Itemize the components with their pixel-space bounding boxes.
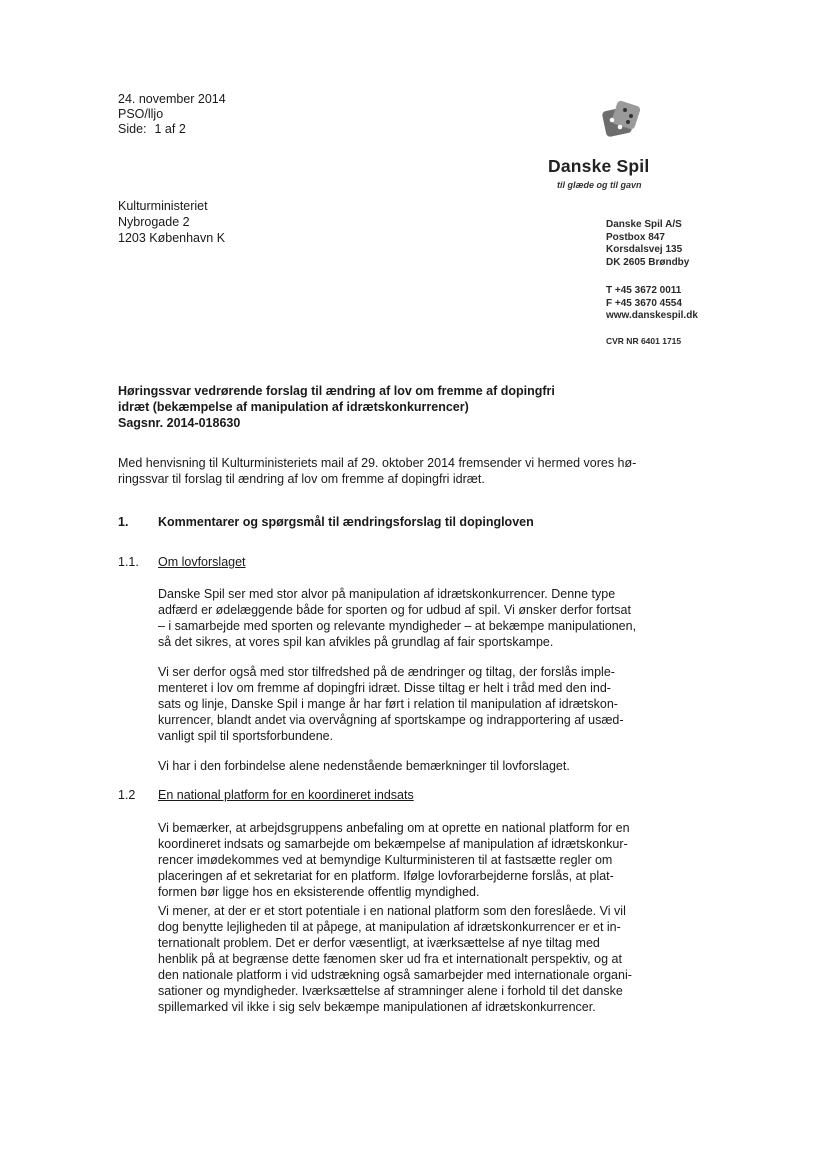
recipient-line: Nybrogade 2 [118,215,190,229]
paragraph-line: kurrencer, blandt andet via overvågning af sportskampe og indrapportering af usæd- [158,713,624,727]
paragraph-line: sats og linje, Danske Spil i mange år har ført i relation til manipulation af idrætskon- [158,697,618,711]
page-label: Side: [118,122,147,136]
paragraph-line: Vi bemærker, at arbejdsgruppens anbefaling om at oprette en national platform for en [158,821,630,835]
paragraph-line: dog benytte lejligheden til at påpege, at manipulation af idrætskonkurrencer er et in- [158,920,621,934]
intro-line: ringssvar til forslag til ændring af lov om fremme af dopingfri idræt. [118,472,485,486]
letter-meta [118,92,226,137]
letter-subject [118,383,555,431]
sender-phone: T +45 3672 0011 [606,285,682,296]
sender-line: Postbox 847 [606,231,665,243]
recipient-address [118,198,225,246]
paragraph-line: placeringen af et sekretariat for en platform. Ifølge lovforarbejderne forslås, at plat- [158,869,614,883]
page-indicator [118,122,226,137]
sender-address [606,219,698,347]
subject-line: idræt (bekæmpelse af manipulation af idrætskonkurrencer) [118,400,469,414]
sender-fax: F +45 3670 4554 [606,297,682,309]
recipient-line: Kulturministeriet [118,199,208,213]
paragraph-line: vanligt spil til sportsforbundene. [158,729,334,743]
paragraph-line: menteret i lov om fremme af dopingfri idræt. Disse tiltag er helt i tråd med den ind- [158,681,611,695]
section-1-2-heading: En national platform for en koordineret indsats [158,788,414,802]
paragraph-line: Danske Spil ser med stor alvor på manipulation af idrætskonkurrencer. Denne type [158,587,616,601]
sender-website-link[interactable]: www.danskespil.dk [606,310,698,321]
section-1-1-paragraph [158,664,658,744]
sender-line: DK 2605 Brøndby [606,256,690,268]
recipient-line: 1203 København K [118,231,226,245]
sender-line: Korsdalsvej 135 [606,244,683,255]
section-1-1-heading: Om lovforslaget [158,555,246,569]
brand-tagline: til glæde og til gavn [557,180,642,190]
sender-cvr: CVR NR 6401 1715 [606,335,682,346]
section-1-2-paragraph [158,820,658,900]
section-1-2-number: 1.2 [118,788,136,802]
section-1-1-paragraph [158,586,658,650]
intro-line: Med henvisning til Kulturministeriets mail af 29. oktober 2014 fremsender vi hermed vores hø- [118,456,637,470]
section-1-2-paragraph [158,903,658,1015]
dice-logo-icon [598,100,642,140]
page-value: 1 af 2 [154,122,186,136]
subject-line: Høringssvar vedrørende forslag til ændring af lov om fremme af dopingfri [118,384,555,398]
paragraph-line: formen bør ligge hos en eksisterende offentlig myndighed. [158,885,480,899]
paragraph-line: Vi ser derfor også med stor tilfredshed på de ændringer og tiltag, der forslås imple- [158,665,615,679]
letter-date: 24. november 2014 [118,92,226,106]
letter-initials: PSO/lljo [118,107,164,121]
case-number: Sagsnr. 2014-018630 [118,416,241,430]
section-1-1-paragraph [158,758,658,774]
paragraph-line: ternationalt problem. Det er derfor væsentligt, at iværksættelse af nye tiltag med [158,936,600,950]
paragraph-line: Vi har i den forbindelse alene nedenstående bemærkninger til lovforslaget. [158,759,570,773]
sender-line: Danske Spil A/S [606,219,682,230]
paragraph-line: henblik på at begrænse dette fænomen sker ud fra et internationalt perspektiv, og at [158,952,622,966]
paragraph-line: sationer og myndigheder. Iværksættelse af stramninger alene i forhold til det danske [158,984,623,998]
paragraph-line: den nationale platform i vid udstrækning også samarbejder med internationale organi- [158,968,632,982]
paragraph-line: koordineret indsats og samarbejde om bekæmpelse af manipulation af idrætskonkur- [158,837,628,851]
intro-paragraph [118,455,652,487]
section-1-heading: Kommentarer og spørgsmål til ændringsforslag til dopingloven [158,515,534,529]
paragraph-line: Vi mener, at der er et stort potentiale i en national platform som den foreslåede. Vi vil [158,904,626,918]
section-1-number: 1. [118,515,129,529]
paragraph-line: så det sikres, at vores spil kan afvikles på grundlag af fair sportskampe. [158,635,554,649]
paragraph-line: rencer imødekommes ved at bemyndige Kulturministeren til at fastsætte regler om [158,853,613,867]
paragraph-line: spillemarked vil ikke i sig selv bekæmpe manipulationen af idrætskonkurrencer. [158,1000,596,1014]
section-1-1-number: 1.1. [118,555,139,569]
paragraph-line: adfærd er ødelæggende både for sporten og for udbud af spil. Vi ønsker derfor fortsat [158,603,631,617]
paragraph-line: – i samarbejde med sporten og relevante myndigheder – at bekæmpe manipulationen, [158,619,637,633]
brand-name: Danske Spil [548,156,650,176]
